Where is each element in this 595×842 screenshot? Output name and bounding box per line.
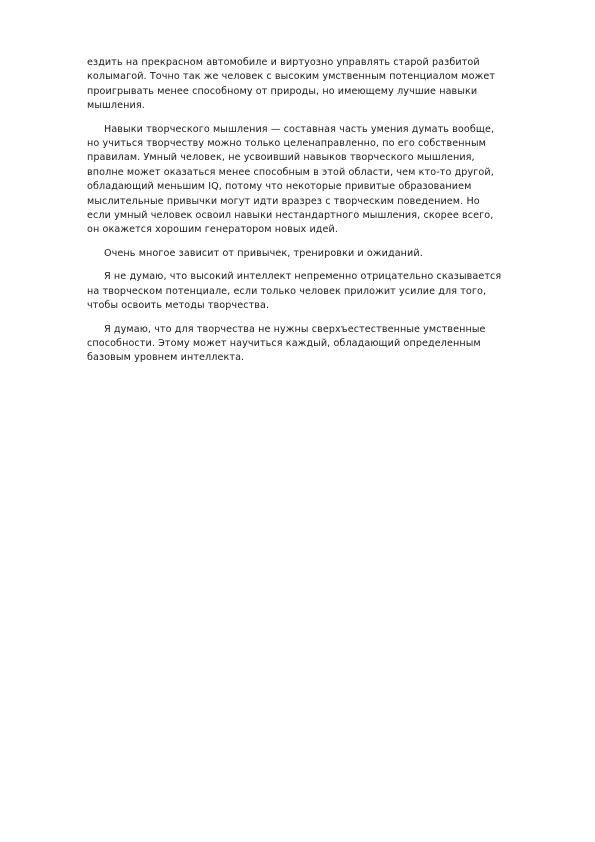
text-line: чтобы освоить методы творчества.	[87, 300, 270, 312]
text-line: Я не думаю, что высокий интеллект непременно отрицательно сказывается	[104, 271, 502, 283]
text-line: обладающий меньшим IQ, потому что некоторые привитые образованием	[87, 181, 472, 193]
paragraph-5	[87, 323, 559, 366]
text-line: правилам. Умный человек, не усвоивший навыков творческого мышления,	[87, 152, 475, 164]
text-line: вполне может оказаться менее способным в этой области, чем кто-то другой,	[87, 166, 494, 178]
text-line: Навыки творческого мышления — составная часть умения думать вообще,	[104, 123, 495, 135]
text-line: Я думаю, что для творчества не нужны сверхъестественные умственные	[104, 323, 486, 335]
text-line: проигрывать менее способному от природы, но имеющему лучшие навыки	[87, 85, 478, 97]
text-line: на творческом потенциале, если только человек приложит усилие для того,	[87, 285, 487, 297]
text-line: но учиться творчеству можно только целенаправленно, по его собственным	[87, 138, 486, 150]
text-line: мыслительные привычки могут идти вразрез с творческим поведением. Но	[87, 195, 480, 207]
text-line: базовым уровнем интеллекта.	[87, 352, 245, 364]
text-line: колымагой. Точно так же человек с высоким умственным потенциалом может	[87, 71, 496, 83]
paragraph-4	[87, 270, 559, 313]
text-line: мышления.	[87, 100, 145, 112]
paragraph-1	[87, 56, 559, 114]
paragraph-2	[87, 123, 559, 238]
text-line: Очень многое зависит от привычек, тренировки и ожиданий.	[104, 247, 423, 259]
document-body	[87, 56, 559, 375]
text-line: он окажется хорошим генератором новых идей.	[87, 224, 339, 236]
text-line: ездить на прекрасном автомобиле и виртуозно управлять старой разбитой	[87, 57, 480, 68]
text-line: если умный человек освоил навыки нестандартного мышления, скорее всего,	[87, 210, 494, 222]
text-line: способности. Этому может научиться каждый, обладающий определенным	[87, 337, 481, 349]
paragraph-3	[87, 247, 559, 261]
